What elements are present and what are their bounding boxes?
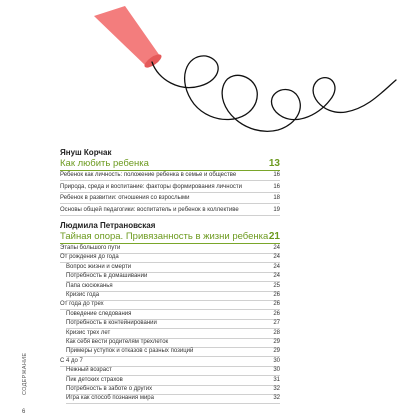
toc-entry[interactable] <box>60 193 280 204</box>
toc-entry-page: 26 <box>273 292 280 298</box>
toc-entry-title: Потребность в заботе о других <box>66 386 153 392</box>
toc-entry-page: 32 <box>273 395 280 402</box>
toc-entry-title: Нежный возраст <box>66 367 112 374</box>
toc-entry-title: Пик детских страхов <box>66 376 123 383</box>
toc-entry-page: 28 <box>273 329 280 336</box>
toc-entry-title: С 4 до 7 <box>60 357 83 364</box>
toc-entry[interactable] <box>60 205 280 216</box>
toc-entry-page: 32 <box>273 386 280 392</box>
toc-entry[interactable] <box>60 170 280 181</box>
toc-entry-page: 16 <box>273 172 280 178</box>
author-petranovskaya: Людмила Петрановская <box>60 221 156 230</box>
toc-entry-title: Поведение следования <box>66 310 132 317</box>
toc-entry-page: 26 <box>273 310 280 317</box>
page-number: 6 <box>22 409 26 415</box>
book-title-page: 21 <box>268 231 280 242</box>
toc-entry-title: Природа, среда и воспитание: факторы формирования личности <box>60 183 243 190</box>
toc-entry-page: 25 <box>273 282 280 289</box>
toc-entry-title: Потребность в домашивании <box>66 273 148 280</box>
toc-entry-title: Как себя вести родителям трехлеток <box>66 339 169 345</box>
side-label: СОДЕРЖАНИЕ <box>22 352 28 395</box>
toc-entry-page: 24 <box>273 254 280 261</box>
toc-entry-page: 29 <box>273 339 280 345</box>
author-korczak: Януш Корчак <box>60 148 112 157</box>
toc-entry-title: Примеры уступок и отказов с разных позиций <box>66 348 194 355</box>
toc-entry-title: Ребенок в развитии: отношения со взрослыми <box>60 195 190 201</box>
book-title-korczak[interactable] <box>60 157 280 171</box>
paper-cup-telephone-icon <box>0 0 420 150</box>
book-title-text: Как любить ребенка <box>60 158 149 169</box>
toc-entry-title: Ребенок как личность: положение ребенка в семье и обществе <box>60 172 237 178</box>
toc-entry-title: От рождения до года <box>60 254 119 261</box>
toc-entry-page: 24 <box>273 263 280 270</box>
toc-entry-page: 18 <box>273 195 280 201</box>
toc-entry-page: 31 <box>273 376 280 383</box>
toc-entry-page: 29 <box>273 348 280 355</box>
toc-entry-page: 30 <box>273 357 280 364</box>
toc-entry[interactable] <box>66 393 280 404</box>
book-title-page: 13 <box>268 158 280 169</box>
toc-entry-title: Игра как способ познания мира <box>66 395 154 402</box>
toc-entry-page: 24 <box>273 245 280 251</box>
toc-entry-title: Вопрос жизни и смерти <box>66 263 132 270</box>
toc-entry-title: От года до трех <box>60 301 104 308</box>
book-title-text: Тайная опора. Привязанность в жизни ребенка <box>60 231 269 242</box>
toc-entry-title: Кризис трех лет <box>66 329 111 336</box>
toc-entry-page: 16 <box>273 183 280 190</box>
paper-cup-icon <box>94 6 163 70</box>
string-line <box>152 56 396 131</box>
toc-entry-title: Основы общей педагогики: воспитатель и ребенок в коллективе <box>60 206 239 213</box>
book-title-petranovskaya[interactable] <box>60 230 280 244</box>
toc-entry-page: 26 <box>273 301 280 308</box>
toc-entry-page: 30 <box>273 367 280 374</box>
toc-entry-title: Кризис года <box>66 292 100 298</box>
toc-entry-title: Папа сюсюканья <box>66 282 113 289</box>
toc-entry-title: Потребность в контейнировании <box>66 320 157 327</box>
toc-entry-page: 27 <box>273 320 280 327</box>
toc-entry[interactable] <box>60 182 280 193</box>
toc-entry-page: 19 <box>273 206 280 213</box>
toc-entry-page: 24 <box>273 273 280 280</box>
toc-entry-title: Этапы большого пути <box>60 245 121 251</box>
